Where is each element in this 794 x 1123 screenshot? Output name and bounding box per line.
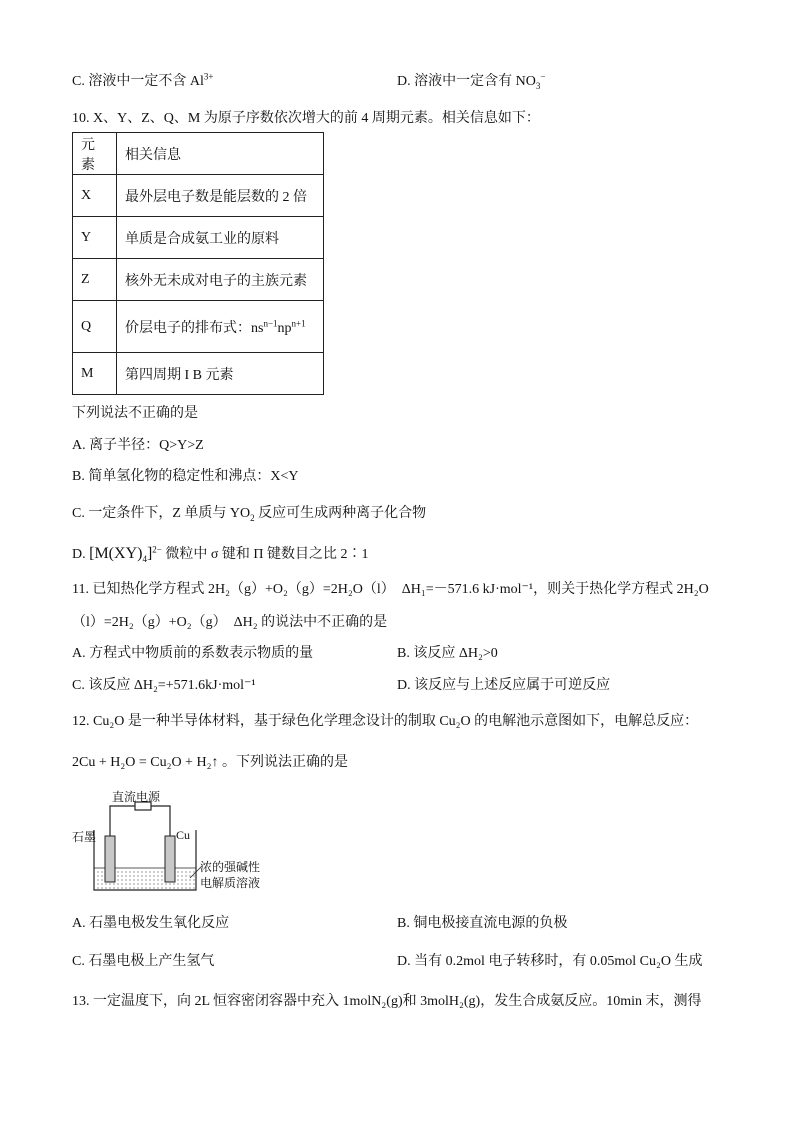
q10-option-c: C. 一定条件下，Z 单质与 $YO_2$ 反应可生成两种离子化合物 xyxy=(72,506,427,523)
table-cell-info: 单质是合成氨工业的原料 xyxy=(117,217,324,259)
q11-option-b: B. 该反应 ΔH₂>0 xyxy=(397,646,498,661)
q11-stem-line2: （l）=2H₂（g）+O₂（g） ΔH₂ 的说法中不正确的是 xyxy=(72,615,388,630)
q10-stem: 10. X、Y、Z、Q、M 为原子序数依次增大的前 4 周期元素。相关信息如下： xyxy=(72,111,540,126)
solution-label-line2: 电解质溶液 xyxy=(200,876,261,890)
table-header-info: 相关信息 xyxy=(117,133,324,175)
q11-option-c: C. 该反应 ΔH₂=+571.6kJ·mol⁻¹ xyxy=(72,678,256,693)
copper-electrode xyxy=(165,836,175,882)
table-row xyxy=(73,175,324,217)
q10-option-b: B. 简单氢化物的稳定性和沸点：X<Y xyxy=(72,469,299,484)
table-row xyxy=(73,353,324,395)
q9-option-c: C. 溶液中一定不含 $Al^{3+}$ xyxy=(72,71,214,89)
solution-label-line1: 浓的强碱性 xyxy=(200,860,261,874)
table-header-row xyxy=(73,133,324,175)
copper-label: Cu xyxy=(176,828,191,842)
q12-stem-line2: 2Cu + H₂O = Cu₂O + H₂↑ 。下列说法正确的是 xyxy=(72,755,348,770)
table-cell-element: M xyxy=(73,353,117,395)
table-cell-info: 最外层电子数是能层数的 2 倍 xyxy=(117,175,324,217)
table-header-element: 元素 xyxy=(73,133,117,175)
table-cell-element: Y xyxy=(73,217,117,259)
q9-option-d: D. 溶液中一定含有 $NO_3^-$ xyxy=(397,71,546,91)
q12-option-d: D. 当有 0.2mol 电子转移时，有 0.05mol Cu₂O 生成 xyxy=(397,954,703,969)
q10-option-a: A. 离子半径：Q>Y>Z xyxy=(72,438,204,453)
electrolysis-cell-diagram xyxy=(72,786,282,898)
q11-option-a: A. 方程式中物质前的系数表示物质的量 xyxy=(72,646,314,661)
table-row xyxy=(73,301,324,353)
table-cell-info: 核外无未成对电子的主族元素 xyxy=(117,259,324,301)
table-cell-element: Z xyxy=(73,259,117,301)
table-row xyxy=(73,259,324,301)
table-cell-info: 价层电子的排布式：$ns^{n-1}np^{n+1}$ xyxy=(117,301,324,353)
q10-prompt: 下列说法不正确的是 xyxy=(72,406,198,421)
graphite-label: 石墨 xyxy=(72,830,97,844)
q12-option-b: B. 铜电极接直流电源的负极 xyxy=(397,916,568,931)
power-label: 直流电源 xyxy=(112,790,161,804)
element-info-table xyxy=(72,132,324,395)
q12-option-c: C. 石墨电极上产生氢气 xyxy=(72,954,215,969)
q12-option-a: A. 石墨电极发生氧化反应 xyxy=(72,916,230,931)
graphite-electrode xyxy=(105,836,115,882)
table-cell-info: 第四周期 I B 元素 xyxy=(117,353,324,395)
q11-option-d: D. 该反应与上述反应属于可逆反应 xyxy=(397,678,611,693)
table-row xyxy=(73,217,324,259)
table-cell-element: Q xyxy=(73,301,117,353)
q11-stem-line1: 11. 已知热化学方程式 2H₂（g）+O₂（g）=2H₂O（l） ΔH₁=－571.6 kJ·mol⁻¹，则关于热化学方程式 2H₂O xyxy=(72,582,709,597)
table-cell-element: X xyxy=(73,175,117,217)
q13-stem-line1: 13. 一定温度下，向 2L 恒容密闭容器中充入 1molN₂(g)和 3molH₂(g)，发生合成氨反应。10min 末，测得 xyxy=(72,994,702,1009)
q10-option-d: D. $[M(XY)_4]^{2-}$ 微粒中 σ 键和 Π 键数目之比 2∶1 xyxy=(72,544,369,564)
q12-stem-line1: 12. Cu₂O 是一种半导体材料，基于绿色化学理念设计的制取 Cu₂O 的电解池示意图如下，电解总反应： xyxy=(72,714,699,729)
